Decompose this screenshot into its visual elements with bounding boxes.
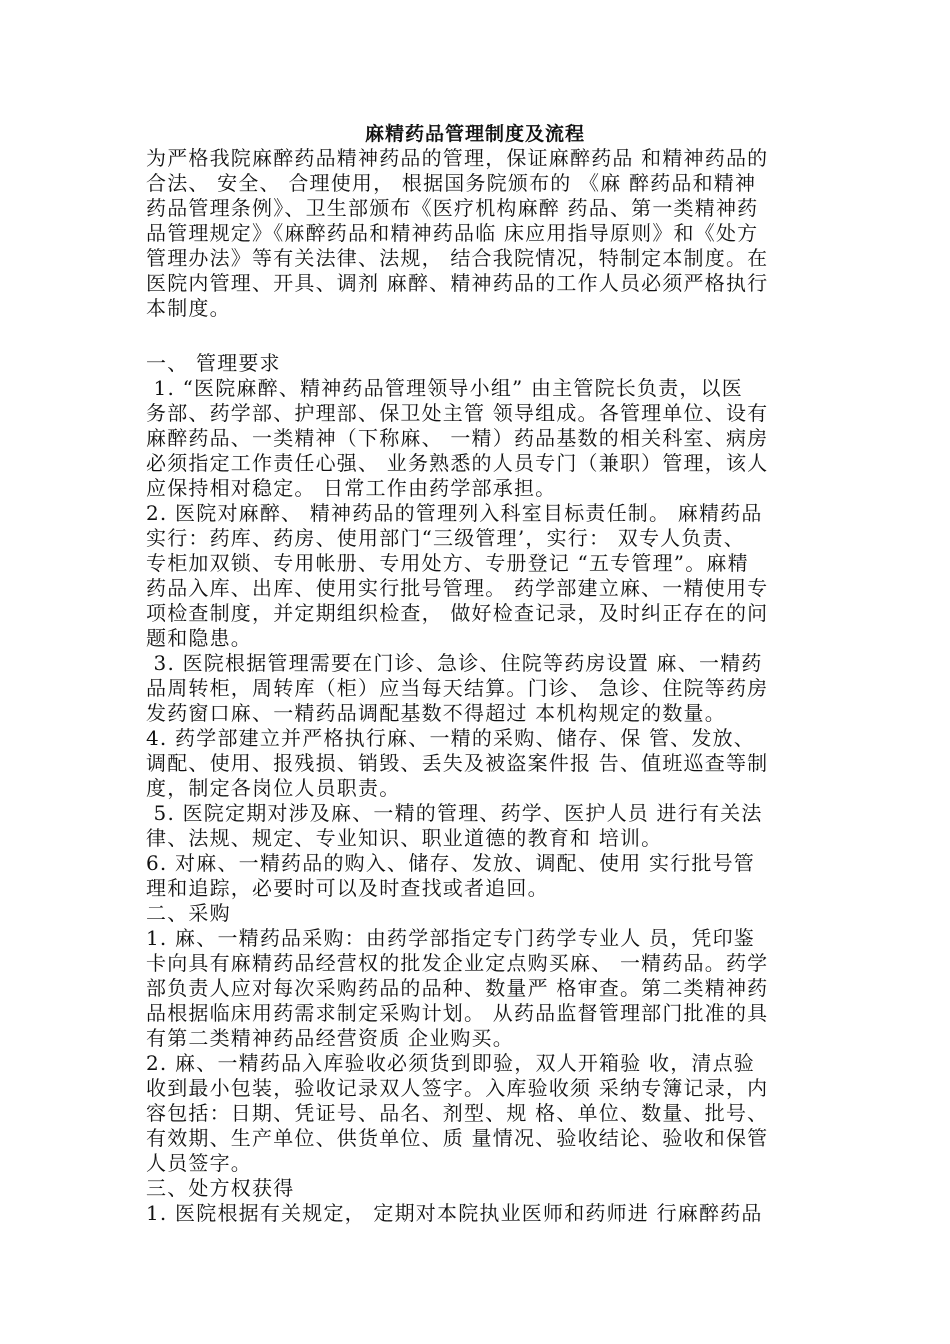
- body-line: 5. 医院定期对涉及麻、一精的管理、药学、医护人员 进行有关法: [146, 801, 763, 825]
- body-line: 2. 医院对麻醉、 精神药品的管理列入科室目标责任制。 麻精药品: [146, 501, 763, 525]
- body-line: 品周转柜，周转库（柜）应当每天结算。门诊、 急诊、住院等药房: [146, 676, 769, 700]
- body-line: 一、 管理要求: [146, 351, 281, 375]
- body-line: 实行：药库、药房、使用部门“三级管理’，实行： 双专人负责、: [146, 526, 745, 550]
- body-line: 医院内管理、开具、调剂 麻醉、精神药品的工作人员必须严格执行: [146, 271, 769, 295]
- body-line: 度，制定各岗位人员职责。: [146, 776, 401, 800]
- document-body: [146, 146, 810, 1226]
- body-line: 4. 药学部建立并严格执行麻、一精的采购、储存、保 管、发放、: [146, 726, 755, 750]
- body-line: 品根据临床用药需求制定采购计划。 从药品监督管理部门批准的具: [146, 1001, 769, 1025]
- body-line: 1. 医院根据有关规定， 定期对本院执业医师和药师进 行麻醉药品: [146, 1201, 763, 1225]
- body-line: 应保持相对稳定。 日常工作由药学部承担。: [146, 476, 557, 500]
- body-line: 合法、 安全、 合理使用， 根据国务院颁布的 《麻 醉药品和精神: [146, 171, 757, 195]
- body-line: 药品入库、出库、使用实行批号管理。 药学部建立麻、一精使用专: [146, 576, 769, 600]
- body-line: 发药窗口麻、一精药品调配基数不得超过 本机构规定的数量。: [146, 701, 726, 725]
- body-line: 品管理规定》《麻醉药品和精神药品临 床应用指导原则》和《处方: [146, 221, 759, 245]
- body-line: 部负责人应对每次采购药品的品种、数量严 格审查。第二类精神药: [146, 976, 769, 1000]
- body-line: 必须指定工作责任心强、 业务熟悉的人员专门（兼职）管理，该人: [146, 451, 769, 475]
- body-line: [146, 321, 810, 351]
- body-line: 专柜加双锁、专用帐册、专用处方、专册登记 “五专管理”。麻精: [146, 551, 749, 575]
- body-line: 为严格我院麻醉药品精神药品的管理，保证麻醉药品 和精神药品的: [146, 146, 769, 170]
- body-line: 1. 麻、一精药品采购：由药学部指定专门药学专业人 员，凭印鉴: [146, 926, 755, 950]
- body-line: 2. 麻、一精药品入库验收必须货到即验，双人开箱验 收，清点验: [146, 1051, 755, 1075]
- body-line: 容包括：日期、凭证号、品名、剂型、规 格、单位、数量、批号、: [146, 1101, 769, 1125]
- body-line: 麻醉药品、一类精神（下称麻、 一精）药品基数的相关科室、病房: [146, 426, 769, 450]
- body-line: 1. “医院麻醉、精神药品管理领导小组” 由主管院长负责，以医: [146, 376, 744, 400]
- body-line: 项检查制度，并定期组织检查， 做好检查记录，及时纠正存在的问: [146, 601, 769, 625]
- body-line: 3. 医院根据管理需要在门诊、急诊、住院等药房设置 麻、一精药: [146, 651, 763, 675]
- body-line: 收到最小包装，验收记录双人签字。入库验收须 采纳专簿记录，内: [146, 1076, 769, 1100]
- body-line: 卡向具有麻精药品经营权的批发企业定点购买麻、 一精药品。药学: [146, 951, 769, 975]
- body-line: 律、法规、规定、专业知识、职业道德的教育和 培训。: [146, 826, 663, 850]
- body-line: 管理办法》等有关法律、法规， 结合我院情况，特制定本制度。在: [146, 246, 769, 270]
- body-line: 药品管理条例》、卫生部颁布《医疗机构麻醉 药品、第一类精神药: [146, 196, 759, 220]
- body-line: 三、处方权获得: [146, 1176, 295, 1200]
- body-line: 本制度。: [146, 296, 231, 320]
- body-line: 调配、使用、报残损、销毁、丢失及被盗案件报 告、值班巡查等制: [146, 751, 769, 775]
- body-line: 有第二类精神药品经营资质 企业购买。: [146, 1026, 514, 1050]
- body-line: 人员签字。: [146, 1151, 252, 1175]
- body-line: 有效期、生产单位、供货单位、质 量情况、验收结论、验收和保管: [146, 1126, 769, 1150]
- body-line: 二、采购: [146, 901, 231, 925]
- body-line: 题和隐患。: [146, 626, 252, 650]
- document-title: 麻精药品管理制度及流程: [364, 123, 585, 145]
- body-line: 理和追踪，必要时可以及时查找或者追回。: [146, 876, 549, 900]
- body-line: 务部、药学部、护理部、保卫处主管 领导组成。各管理单位、设有: [146, 401, 769, 425]
- body-line: 6. 对麻、一精药品的购入、储存、发放、调配、使用 实行批号管: [146, 851, 755, 875]
